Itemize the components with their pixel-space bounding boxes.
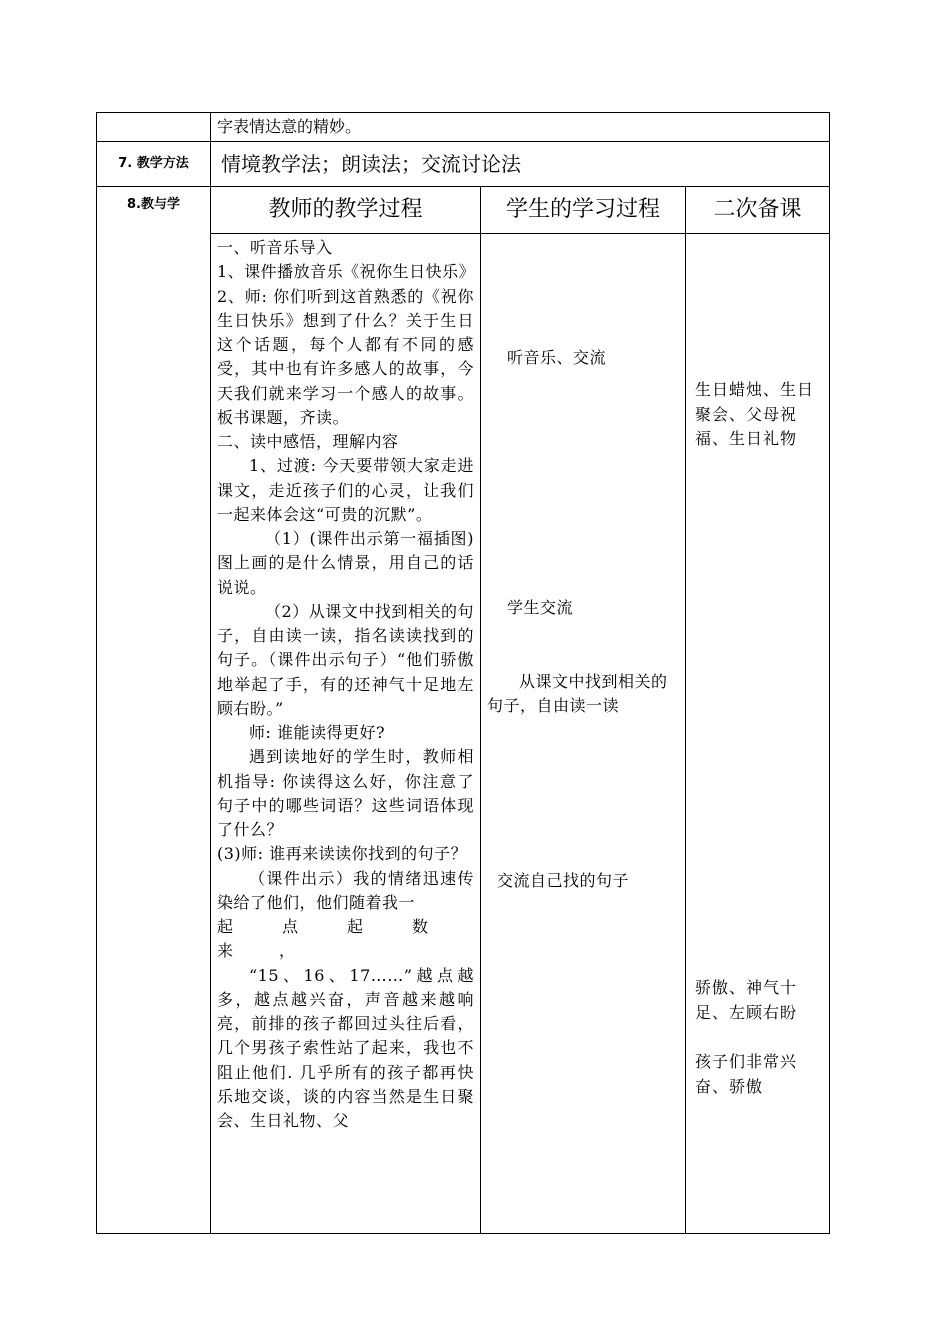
- student-activity: 从课文中找到相关的句子，自由读一读: [487, 672, 668, 715]
- teacher-step: （2）从课文中找到相关的句子，自由读一读，指名读读找到的句子。（课件出示句子）“他们骄傲地举起了手，有的还神气十足地左顾右盼。”: [217, 601, 474, 718]
- teacher-step: 二、读中感悟，理解内容: [217, 432, 399, 451]
- teacher-step: 遇到读地好的学生时，教师相机指导: 你读得这么好，你注意了句子中的哪些词语？这些词语体现了什么？: [217, 747, 474, 839]
- teacher-process-header: 教师的教学过程: [211, 187, 481, 234]
- student-activity: 听音乐、交流: [507, 348, 607, 367]
- teacher-step: (3)师: 谁再来读读你找到的句子？: [217, 844, 468, 864]
- teaching-method-row: [97, 142, 830, 187]
- second-prep-header: 二次备课: [686, 187, 830, 234]
- continuation-text: 字表情达意的精妙。: [211, 113, 830, 142]
- continuation-label-cell: [97, 113, 211, 142]
- teacher-step: “15、16、17……”越点越多，越点越兴奋，声音越来越响亮，前排的孩子都回过头往后看，几个男孩子索性站了起来，我也不阻止他们. 几乎所有的孩子都再快乐地交谈，谈的内容当然是生日聚会、生日礼物、父: [217, 965, 474, 1130]
- teacher-step: （1）(课件出示第一福插图)图上画的是什么情景，用自己的话说说。: [217, 529, 474, 597]
- student-process-header: 学生的学习过程: [481, 187, 686, 234]
- teach-learn-label: 8.教与学: [97, 187, 211, 1234]
- teacher-step: （课件出示）我的情绪迅速传染给了他们，他们随着我一: [217, 868, 474, 912]
- teacher-step: 2、师: 你们听到这首熟悉的《祝你生日快乐》想到了什么？关于生日这个话题，每个人都有不同的感受，其中也有许多感人的故事，今天我们就来学习一个感人的故事。板书课题，齐读。: [217, 286, 474, 427]
- teaching-method-value: 情境教学法；朗读法；交流讨论法: [211, 142, 830, 187]
- teacher-step: 一、听音乐导入: [217, 238, 333, 257]
- prep-note: 生日蜡烛、生日聚会、父母祝福、生日礼物: [695, 380, 815, 448]
- teacher-step: 1、课件播放音乐《祝你生日快乐》: [217, 262, 476, 282]
- student-activity: 学生交流: [507, 598, 574, 617]
- second-prep-cell: [686, 234, 830, 1234]
- teacher-step: 师: 谁能读得更好?: [249, 723, 386, 742]
- teacher-step: 1、过渡: 今天要带领大家走进课文，走近孩子们的心灵，让我们一起来体会这“可贵的沉默”。: [217, 456, 474, 524]
- prep-note: 骄傲、神气十足、左顾右盼: [695, 978, 798, 1022]
- student-activity: 交流自己找的句子: [497, 871, 630, 890]
- lesson-plan-table: [96, 112, 830, 1234]
- prep-note: 孩子们非常兴奋、骄傲: [695, 1052, 798, 1096]
- continuation-row: [97, 113, 830, 142]
- teaching-method-label: 7. 教学方法: [97, 142, 211, 187]
- teacher-step: 起点起数来，: [217, 917, 474, 961]
- teach-learn-header-row: [97, 187, 830, 234]
- student-process-cell: [481, 234, 686, 1234]
- teacher-process-cell: [211, 234, 481, 1234]
